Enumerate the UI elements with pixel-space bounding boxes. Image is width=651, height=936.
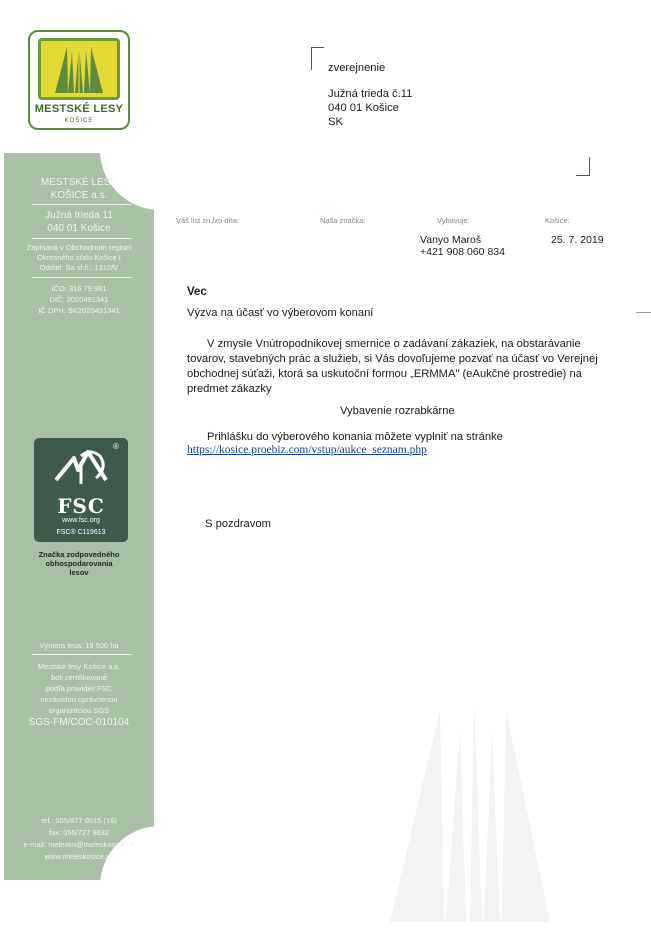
phone: tel.: 055/677 0015 (16) (41, 816, 117, 825)
cert-line: nezávislou oprávnenou (40, 695, 118, 704)
auction-link[interactable]: https://kosice.proebiz.com/vstup/aukce_seznam.php (187, 444, 427, 456)
fsc-url: www.fsc.org (62, 517, 100, 524)
your-ref-label: Váš list zn./zo dňa: (176, 216, 239, 225)
handler-name: Vanyo Maroš (420, 234, 482, 246)
fsc-logo (34, 438, 128, 542)
company-name-line2: KOŠICE a.s. (50, 190, 108, 201)
fsc-caption (4, 550, 154, 577)
fsc-caption-line: obhospodarovania (45, 559, 113, 568)
company-sidebar (4, 0, 154, 922)
cert-code: SGS-FM/COC-010104 (28, 717, 130, 728)
vat-id: IČ DPH: SK2020491341 (38, 306, 120, 315)
recipient-name: zverejnenie (328, 62, 386, 74)
forest-area: Výmera lesa: 19 500 ha (39, 641, 119, 650)
cert-line: podľa pravidiel FSC (46, 684, 112, 693)
website: www.meleskosice.sk (44, 852, 114, 861)
logo-city: KOŠICE (64, 118, 94, 124)
fsc-code: FSC® C119613 (56, 529, 106, 536)
paragraph-line: tovarov, stavebných prác a služieb, si Vás dovoľujeme pozvať na účasť vo Verejnej (187, 353, 598, 365)
email: e-mail: melesko@meleskosice.sk (23, 840, 135, 849)
company-city: 040 01 Košice (47, 223, 111, 234)
date-label: Košice: (545, 216, 570, 225)
fold-mark (636, 312, 651, 313)
subject-label: Vec (187, 286, 207, 298)
company-street: Južná trieda 11 (45, 210, 113, 221)
closing: S pozdravom (205, 518, 271, 530)
divider (32, 654, 132, 655)
logo-name: MESTSKÉ LESY (34, 103, 124, 115)
application-text: Prihlášku do výberového konania môžete vyplniť na stránke (207, 431, 503, 443)
cert-line: Mestské lesy Košice a.s. (37, 662, 121, 671)
divider (32, 204, 132, 205)
recipient-city: 040 01 Košice (328, 102, 399, 114)
fsc-word: FSC (57, 494, 105, 518)
cert-line: boli certifikované (51, 673, 107, 682)
handler-label: Vybavuje: (437, 216, 470, 225)
paragraph-line: predmet zákazky (187, 383, 272, 395)
divider (32, 277, 132, 278)
register-line: Okresného súdu Košice I (37, 253, 121, 262)
paragraph-line: V zmysle Vnútropodnikovej smernice o zadávaní zákaziek, na obstarávanie (207, 338, 581, 350)
divider (32, 238, 132, 239)
logo-emblem (38, 38, 120, 100)
paragraph-line: obchodnej súťaži, ktorá sa uskutoční formou „ERMMA" (eAukčné prostredie) na (187, 368, 582, 380)
letter-date: 25. 7. 2019 (551, 234, 604, 246)
recipient-country: SK (328, 116, 343, 128)
address-corner-mark (576, 157, 590, 176)
tree-logo-icon (41, 41, 117, 97)
company-id: IČO: 316 79 981 (51, 284, 107, 293)
fsc-caption-line: lesov (69, 568, 89, 577)
watermark-tree-icon (370, 690, 570, 922)
subject: Výzva na účasť vo výberovom konaní (187, 307, 374, 319)
company-name-line1: MESTSKÉ LESY (40, 177, 118, 188)
register-line: Oddiel: Sa vl.č.: 1310/V (39, 263, 119, 272)
address-corner-mark (311, 47, 324, 70)
our-ref-label: Naša značka: (320, 216, 366, 225)
fsc-caption-line: Značka zodpovedného (38, 550, 120, 559)
contract-item: Vybavenie rozrabkárne (340, 405, 455, 417)
tax-id: DIČ: 2020491341 (49, 295, 109, 304)
company-logo (28, 30, 130, 130)
cert-line: organizáciou SGS (48, 706, 110, 715)
recipient-street: Južná trieda č.11 (328, 88, 413, 100)
handler-phone: +421 908 060 834 (420, 246, 505, 258)
fax: fax: 055/727 9632 (48, 828, 110, 837)
register-line: Zapísaná v Obchodnom registri (26, 243, 132, 252)
registered-mark: ® (113, 442, 119, 451)
